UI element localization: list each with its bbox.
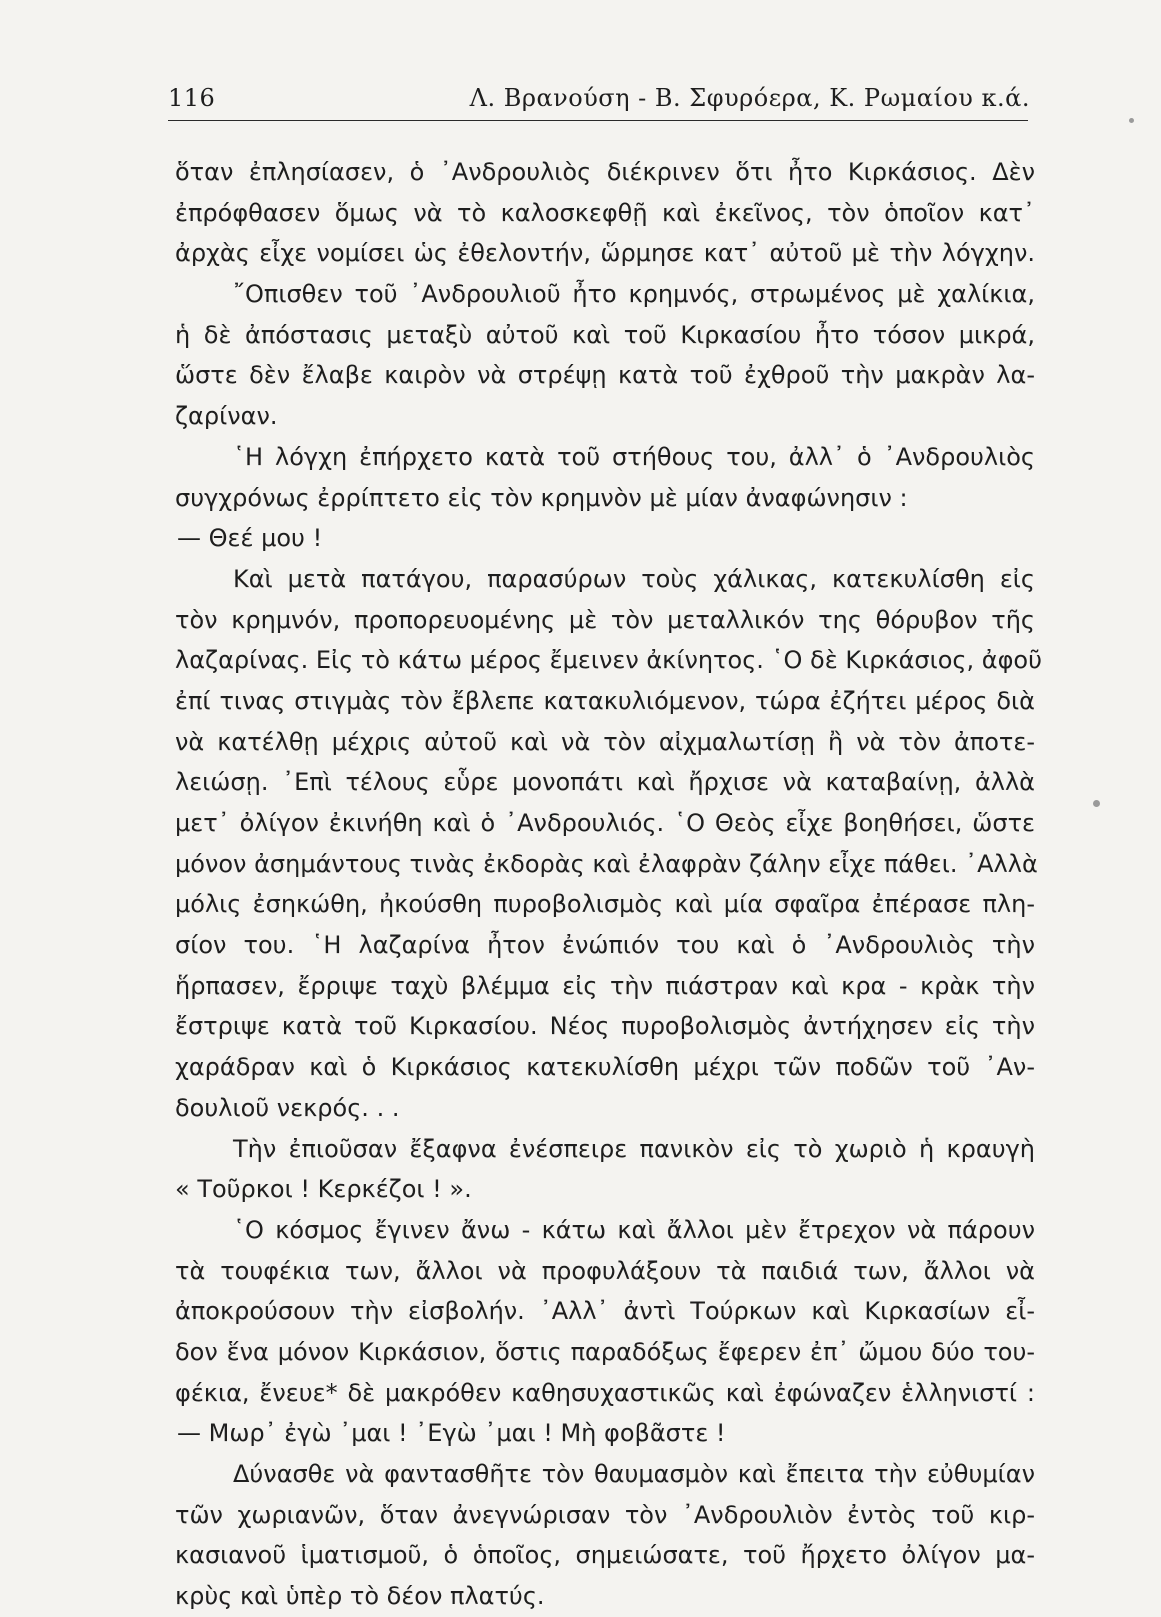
text-line: φέκια, ἔνευε* δὲ μακρόθεν καθησυχαστικῶς καὶ ἐφώναζεν ἑλληνιστί :	[175, 1378, 1035, 1407]
text-line: δον ἕνα μόνον Κιρκάσιον, ὅστις παραδόξως ἔφερεν ἐπ᾿ ὤμου δύο του-	[175, 1337, 1035, 1366]
text-line: ὥστε δὲν ἔλαβε καιρὸν νὰ στρέψῃ κατὰ τοῦ ἐχθροῦ τὴν μακρὰν λα-	[175, 361, 1035, 390]
header-rule	[168, 120, 1028, 121]
text-line: — Μωρ᾿ ἐγὼ ᾿μαι ! ᾿Εγὼ ᾿μαι ! Μὴ φοβᾶστε !	[177, 1419, 726, 1448]
text-line: ἐπρόφθασεν ὅμως νὰ τὸ καλοσκεφθῇ καὶ ἐκεῖνος, τὸν ὁποῖον κατ᾿	[175, 198, 1035, 227]
page-number: 116	[168, 84, 216, 112]
text-line: ἀρχὰς εἶχε νομίσει ὡς ἐθελοντήν, ὥρμησε κατ᾿ αὐτοῦ μὲ τὴν λόγχην.	[175, 239, 1035, 268]
text-line: ἀποκρούσουν τὴν εἰσβολήν. ᾿Αλλ᾿ ἀντὶ Τούρκων καὶ Κιρκασίων εἶ-	[175, 1297, 1035, 1326]
text-line: σίον του. ῾Η λαζαρίνα ἦτον ἐνώπιόν του καὶ ὁ ᾿Ανδρουλιὸς τὴν	[175, 931, 1035, 960]
text-line: μόλις ἐσηκώθη, ἠκούσθη πυροβολισμὸς καὶ μία σφαῖρα ἐπέρασε πλη-	[175, 890, 1035, 919]
text-line: « Τοῦρκοι ! Κερκέζοι ! ».	[175, 1175, 472, 1204]
scan-speck	[1093, 800, 1100, 807]
text-line: λειώσῃ. ᾿Επὶ τέλους εὗρε μονοπάτι καὶ ἤρχισε νὰ καταβαίνῃ, ἀλλὰ	[175, 768, 1035, 797]
text-line: ὅταν ἐπλησίασεν, ὁ ᾿Ανδρουλιὸς διέκρινεν ὅτι ἦτο Κιρκάσιος. Δὲν	[175, 158, 1035, 186]
text-line: χαράδραν καὶ ὁ Κιρκάσιος κατεκυλίσθη μέχρι τῶν ποδῶν τοῦ ᾿Αν-	[175, 1053, 1035, 1082]
text-line: ῾Η λόγχη ἐπήρχετο κατὰ τοῦ στήθους του, ἀλλ᾿ ὁ ᾿Ανδρουλιὸς	[233, 442, 1035, 471]
running-title: Λ. Βρανούση - Β. Σφυρόερα, Κ. Ρωμαίου κ.ά.	[469, 84, 1030, 112]
text-line: ζαρίναν.	[175, 402, 278, 431]
text-line: ἔστριψε κατὰ τοῦ Κιρκασίου. Νέος πυροβολισμὸς ἀντήχησεν εἰς τὴν	[175, 1012, 1035, 1041]
body-text	[175, 152, 1042, 1617]
text-line: ἡ δὲ ἀπόστασις μεταξὺ αὐτοῦ καὶ τοῦ Κιρκασίου ἦτο τόσον μικρά,	[175, 320, 1035, 349]
scan-speck	[1129, 118, 1134, 123]
text-line: ἥρπασεν, ἔρριψε ταχὺ βλέμμα εἰς τὴν πιάστραν καὶ κρα - κρὰκ τὴν	[175, 971, 1035, 1000]
text-line: μόνον ἀσημάντους τινὰς ἐκδορὰς καὶ ἐλαφρὰν ζάλην εἶχε πάθει. ᾿Αλλὰ	[175, 849, 1038, 878]
page-header	[168, 84, 1030, 120]
text-line: τὰ τουφέκια των, ἄλλοι νὰ προφυλάξουν τὰ παιδιά των, ἄλλοι νὰ	[175, 1256, 1035, 1285]
text-line: τὸν κρημνόν, προπορευομένης μὲ τὸν μεταλλικόν της θόρυβον τῆς	[175, 605, 1035, 634]
text-line: μετ᾿ ὀλίγον ἐκινήθη καὶ ὁ ᾿Ανδρουλιός. ῾Ο Θεὸς εἶχε βοηθήσει, ὥστε	[175, 809, 1035, 837]
text-line: Τὴν ἐπιοῦσαν ἔξαφνα ἐνέσπειρε πανικὸν εἰς τὸ χωριὸ ἡ κραυγὴ	[233, 1134, 1035, 1163]
text-line: δουλιοῦ νεκρός. . .	[175, 1093, 400, 1122]
text-line: ἐπί τινας στιγμὰς τὸν ἔβλεπε κατακυλιόμενον, τώρα ἐζήτει μέρος διὰ	[175, 686, 1035, 715]
text-line: λαζαρίνας. Εἰς τὸ κάτω μέρος ἔμεινεν ἀκίνητος. ῾Ο δὲ Κιρκάσιος, ἀφοῦ	[175, 646, 1042, 675]
text-line: κασιανοῦ ἱματισμοῦ, ὁ ὁποῖος, σημειώσατε, τοῦ ἤρχετο ὀλίγον μα-	[175, 1541, 1035, 1570]
text-line: κρὺς καὶ ὑπὲρ τὸ δέον πλατύς.	[175, 1582, 545, 1611]
text-line: — Θεέ μου !	[177, 524, 323, 553]
text-line: Δύνασθε νὰ φαντασθῆτε τὸν θαυμασμὸν καὶ ἔπειτα τὴν εὐθυμίαν	[233, 1460, 1035, 1488]
text-line: συγχρόνως ἐρρίπτετο εἰς τὸν κρημνὸν μὲ μίαν ἀναφώνησιν :	[175, 483, 908, 512]
text-line: νὰ κατέλθῃ μέχρις αὐτοῦ καὶ νὰ τὸν αἰχμαλωτίσῃ ἢ νὰ τὸν ἀποτε-	[175, 727, 1035, 756]
text-line: ῾Ο κόσμος ἔγινεν ἄνω - κάτω καὶ ἄλλοι μὲν ἔτρεχον νὰ πάρουν	[233, 1215, 1035, 1244]
text-line: ῎Οπισθεν τοῦ ᾿Ανδρουλιοῦ ἦτο κρημνός, στρωμένος μὲ χαλίκια,	[233, 280, 1035, 309]
text-line: τῶν χωριανῶν, ὅταν ἀνεγνώρισαν τὸν ᾿Ανδρουλιὸν ἐντὸς τοῦ κιρ-	[175, 1500, 1035, 1529]
text-line: Καὶ μετὰ πατάγου, παρασύρων τοὺς χάλικας, κατεκυλίσθη εἰς	[233, 564, 1035, 593]
